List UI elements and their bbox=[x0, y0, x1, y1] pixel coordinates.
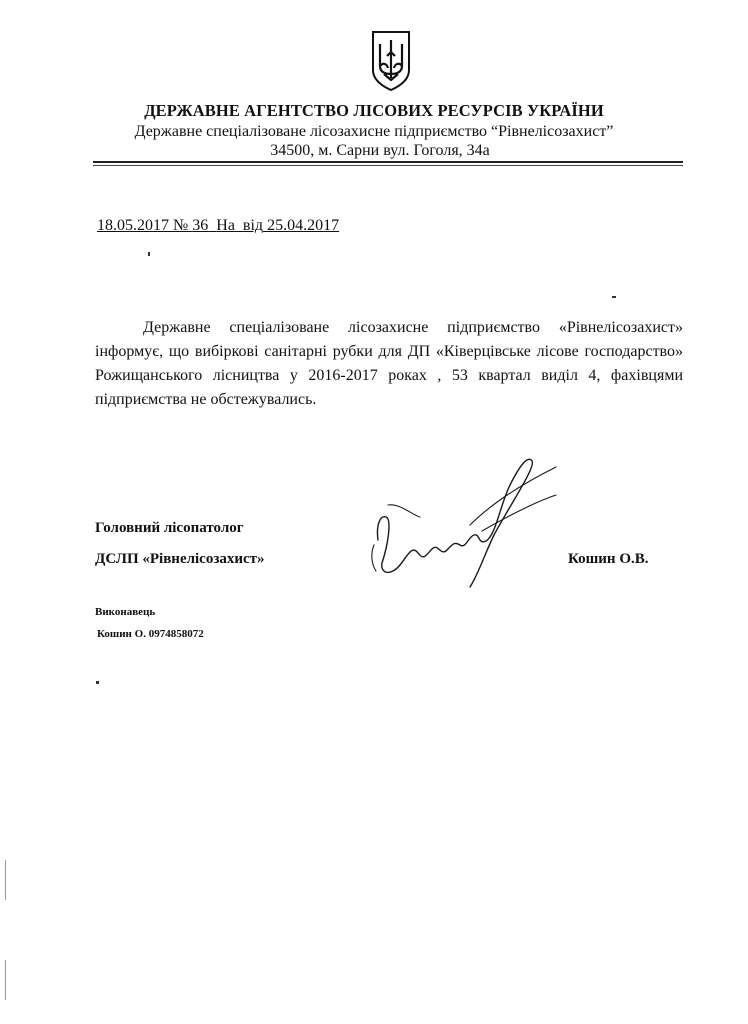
scan-speck bbox=[96, 681, 99, 684]
signer-position: Головний лісопатолог bbox=[95, 520, 244, 536]
signer-organization: ДСЛП «Рівнелісозахист» bbox=[95, 551, 265, 567]
executor-contact: Кошин О. 0974858072 bbox=[97, 628, 204, 640]
enterprise-address: 34500, м. Сарни вул. Гоголя, 34а bbox=[270, 142, 490, 159]
executor-label: Виконавець bbox=[95, 606, 156, 618]
scan-speck bbox=[612, 296, 616, 298]
trident-coat-of-arms-icon bbox=[371, 30, 411, 92]
letter-body bbox=[95, 316, 683, 412]
scan-speck bbox=[148, 252, 150, 256]
enterprise-name: Державне спеціалізоване лісозахисне підприємство “Рівнелісозахист” bbox=[134, 123, 614, 140]
scan-speck bbox=[5, 960, 6, 1000]
signer-name: Кошин О.В. bbox=[568, 551, 649, 567]
header-divider-thin bbox=[93, 165, 683, 166]
handwritten-signature bbox=[360, 445, 560, 595]
letter-number: 36 bbox=[192, 217, 209, 234]
reference-line bbox=[97, 217, 339, 235]
from-label: від bbox=[242, 217, 264, 234]
scan-speck bbox=[5, 860, 6, 900]
letter-date: 18.05.2017 bbox=[97, 217, 169, 234]
header-divider bbox=[93, 161, 683, 163]
letter-paragraph: Державне спеціалізоване лісозахисне підприємство «Рівнелісозахист» інформує, що вибіркові санітарні рубки для ДП «Ківерцівське лісове господарство» Рожищанського лісництва у 2016-2017 роках , 53 квартал виділ 4, фахівцями підприємства не обстежувались. bbox=[95, 319, 683, 408]
reply-date: 25.04.2017 bbox=[267, 217, 340, 234]
reply-label: На bbox=[216, 217, 235, 234]
agency-title: ДЕРЖАВНЕ АГЕНТСТВО ЛІСОВИХ РЕСУРСІВ УКРАЇНИ bbox=[144, 101, 604, 120]
number-label: № bbox=[173, 217, 189, 234]
